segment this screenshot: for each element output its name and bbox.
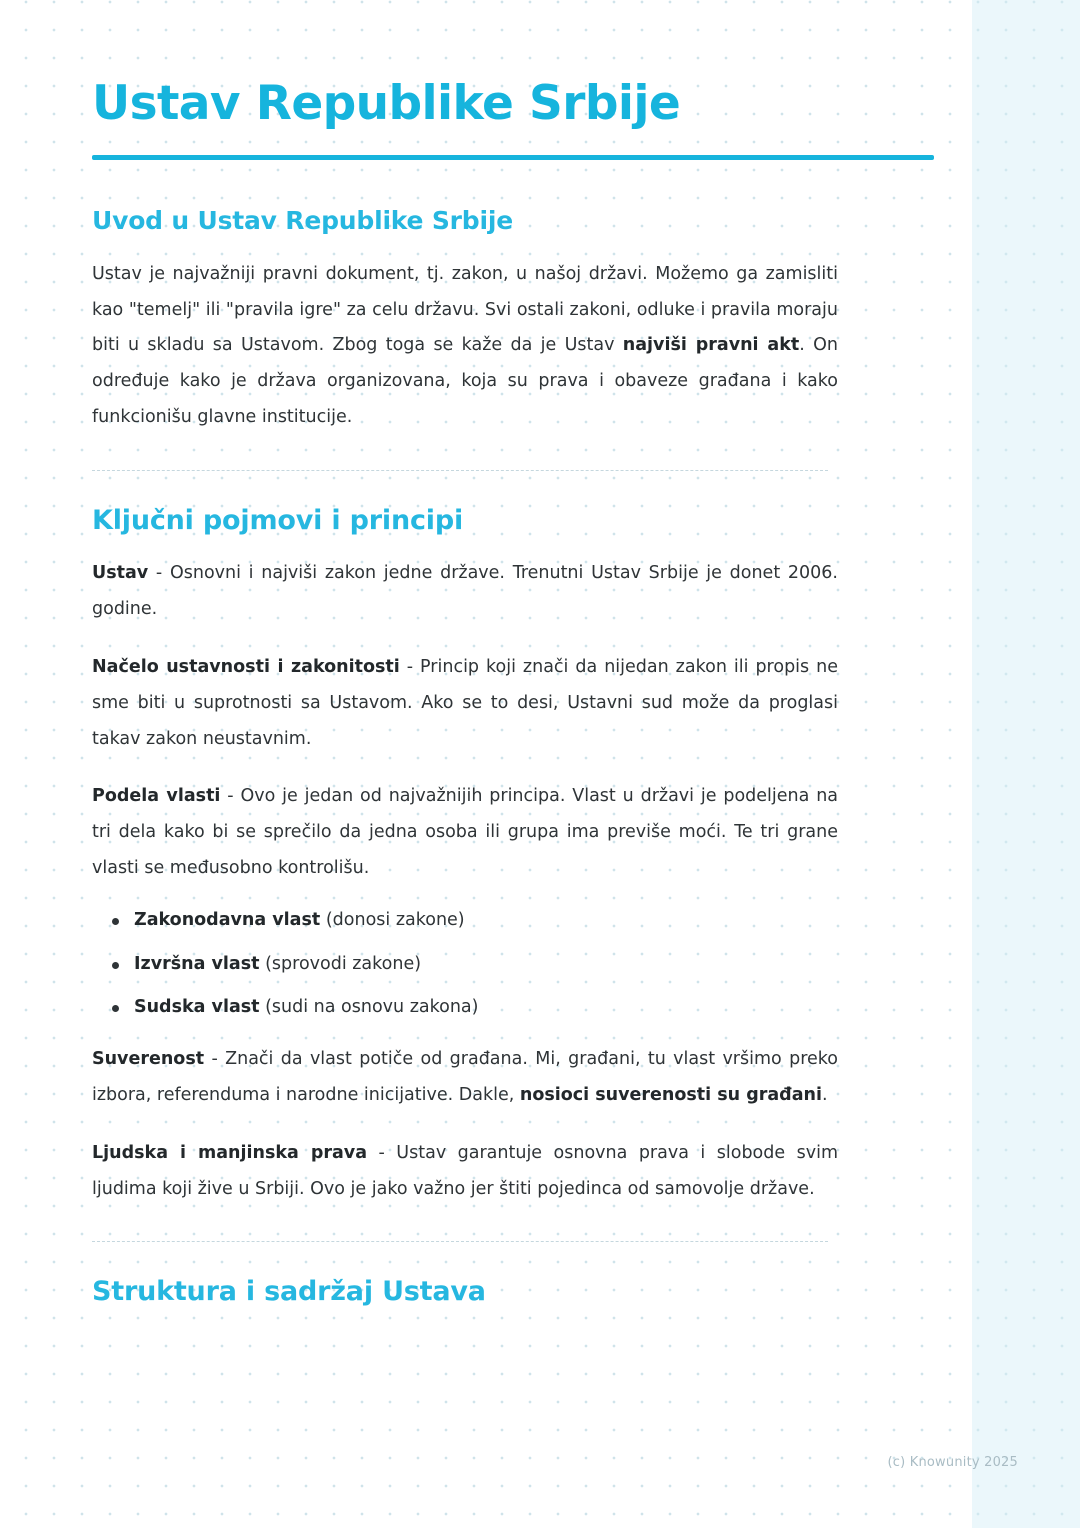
term-definition-ustav: - Osnovni i najviši zakon jedne države. Trenutni Ustav Srbije je donet 2006. godine. <box>92 563 838 619</box>
section-heading-structure: Struktura i sadržaj Ustava <box>92 1276 486 1308</box>
term-podela-vlasti <box>92 779 838 887</box>
bullet-rest-izvrsna: (sprovodi zakone) <box>259 953 422 974</box>
list-item <box>104 953 838 977</box>
term-label-ustav: Ustav <box>92 563 149 583</box>
list-item <box>104 909 838 933</box>
document-content <box>92 78 838 1327</box>
page-title: Ustav Republike Srbije <box>92 76 681 131</box>
intro-text-b: . On određuje kako je država organizovana, koja su prava i obaveze građana i kako funkcionišu glavne institucije. <box>92 335 838 428</box>
section-heading-intro: Uvod u Ustav Republike Srbije <box>92 205 513 235</box>
term-label-podela-vlasti: Podela vlasti <box>92 786 221 807</box>
term-label-nacelo: Načelo ustavnosti i zakonitosti <box>92 656 400 677</box>
section-divider-2 <box>92 1241 828 1242</box>
term-label-ljudska-prava: Ljudska i manjinska prava <box>92 1142 368 1163</box>
term-ljudska-prava <box>92 1136 838 1208</box>
intro-text-a: Ustav je najvažniji pravni dokument, tj. zakon, u našoj državi. Možemo ga zamisliti kao "temelj" ili "pravila igre" za celu državu. Svi ostali zakoni, odluke i pravila moraju biti u skladu sa Ustavom. Zbog toga se kaže da je Ustav <box>92 263 838 356</box>
intro-bold-term: najviši pravni akt <box>622 335 800 356</box>
list-item <box>104 996 838 1020</box>
term-definition-nacelo: - Princip koji znači da nijedan zakon ili propis ne sme biti u suprotnosti sa Ustavom. Ako se to desi, Ustavni sud može da proglasi takav zakon neustavnim. <box>92 656 838 749</box>
term-suverenost <box>92 1042 838 1114</box>
title-underline <box>92 155 934 160</box>
section-divider-1 <box>92 470 828 471</box>
term-ustav <box>92 556 838 628</box>
term-label-suverenost: Suverenost <box>92 1048 205 1069</box>
bullet-bold-sudska: Sudska vlast <box>134 997 260 1018</box>
decorative-right-band <box>969 0 1080 1528</box>
bullet-rest-zakonodavna: (donosi zakone) <box>320 910 465 930</box>
term-bold-nosioci: nosioci suverenosti su građani <box>519 1084 822 1105</box>
copyright-footer: (c) Knowunity 2025 <box>887 1455 1018 1470</box>
section-heading-key-terms: Ključni pojmovi i principi <box>92 505 464 536</box>
bullet-rest-sudska: (sudi na osnovu zakona) <box>259 997 479 1018</box>
term-definition-suverenost-a: - Znači da vlast potiče od građana. Mi, građani, tu vlast vršimo preko izbora, referenduma i narodne inicijative. Dakle, <box>92 1048 838 1105</box>
term-definition-podela-vlasti: - Ovo je jedan od najvažnijih principa. Vlast u državi je podeljena na tri dela kako bi se sprečilo da jedna osoba ili grupa ima previše moći. Te tri grane vlasti se međusobno kontrolišu. <box>92 786 839 879</box>
term-nacelo <box>92 650 838 758</box>
bullet-bold-izvrsna: Izvršna vlast <box>134 953 260 974</box>
term-definition-ljudska-prava: - Ustav garantuje osnovna prava i slobode svim ljudima koji žive u Srbiji. Ovo je jako važno jer štiti pojedinca od samovolje države. <box>92 1142 838 1199</box>
intro-paragraph <box>92 257 838 436</box>
term-definition-suverenost-b: . <box>821 1084 828 1105</box>
bullet-bold-zakonodavna: Zakonodavna vlast <box>134 910 321 930</box>
branches-of-power-list <box>92 909 838 1020</box>
